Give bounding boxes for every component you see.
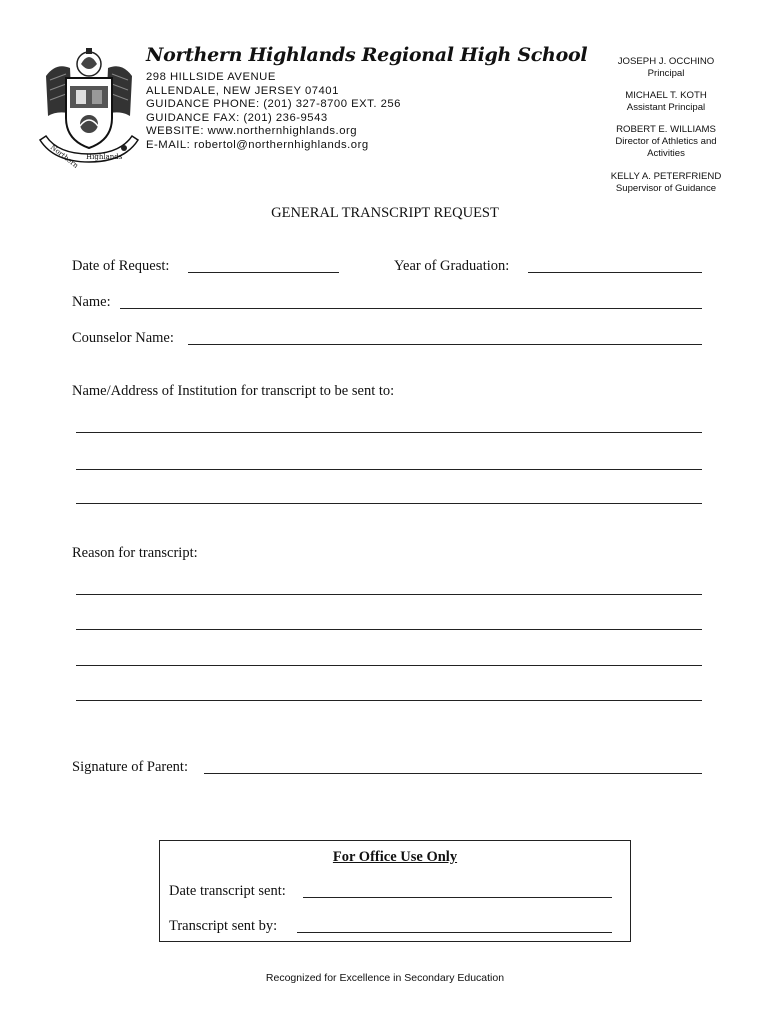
year-of-graduation-label: Year of Graduation: bbox=[394, 258, 510, 274]
website: WEBSITE: www.northernhighlands.org bbox=[146, 125, 358, 138]
staff-title: Assistant Principal bbox=[626, 102, 706, 113]
date-sent-field[interactable] bbox=[303, 897, 612, 898]
office-use-box bbox=[159, 840, 631, 942]
institution-label: Name/Address of Institution for transcript to be sent to: bbox=[72, 383, 395, 399]
staff-name: KELLY A. PETERFRIEND bbox=[610, 171, 722, 182]
institution-line-2[interactable] bbox=[76, 469, 702, 470]
seal-text-right: Highlands bbox=[86, 153, 123, 161]
staff-title: Director of Athletics and Activities bbox=[615, 136, 717, 159]
school-address bbox=[146, 71, 401, 153]
staff-title: Principal bbox=[647, 68, 685, 79]
date-of-request-field[interactable] bbox=[188, 272, 339, 273]
guidance-phone: GUIDANCE PHONE: (201) 327-8700 EXT. 256 bbox=[146, 98, 401, 111]
institution-line-1[interactable] bbox=[76, 432, 702, 433]
form-title: GENERAL TRANSCRIPT REQUEST bbox=[271, 205, 499, 221]
seal-text-left: Northern bbox=[48, 143, 80, 168]
address-street: 298 HILLSIDE AVENUE bbox=[146, 71, 276, 83]
sent-by-field[interactable] bbox=[297, 932, 612, 933]
reason-line-3[interactable] bbox=[76, 665, 702, 666]
staff-entry bbox=[578, 124, 754, 160]
guidance-fax: GUIDANCE FAX: (201) 236-9543 bbox=[146, 111, 328, 124]
signature-label: Signature of Parent: bbox=[72, 759, 188, 775]
year-of-graduation-field[interactable] bbox=[528, 272, 702, 273]
reason-line-4[interactable] bbox=[76, 700, 702, 701]
sent-by-label: Transcript sent by: bbox=[169, 918, 278, 934]
staff-name: ROBERT E. WILLIAMS bbox=[616, 124, 716, 135]
staff-list bbox=[578, 56, 754, 205]
school-name: Northern Highlands Regional High School bbox=[146, 44, 588, 66]
reason-line-2[interactable] bbox=[76, 629, 702, 630]
address-city: ALLENDALE, NEW JERSEY 07401 bbox=[146, 84, 339, 97]
staff-entry bbox=[578, 90, 754, 114]
date-of-request-label: Date of Request: bbox=[72, 258, 170, 274]
institution-line-3[interactable] bbox=[76, 503, 702, 504]
office-use-title: For Office Use Only bbox=[332, 849, 458, 865]
reason-label: Reason for transcript: bbox=[72, 545, 198, 561]
staff-name: JOSEPH J. OCCHINO bbox=[617, 56, 715, 67]
staff-title: Supervisor of Guidance bbox=[615, 183, 717, 194]
reason-line-1[interactable] bbox=[76, 594, 702, 595]
counselor-name-field[interactable] bbox=[188, 344, 702, 345]
counselor-name-label: Counselor Name: bbox=[72, 330, 174, 346]
email: E-MAIL: robertol@northernhighlands.org bbox=[146, 138, 369, 151]
staff-name: MICHAEL T. KOTH bbox=[625, 90, 707, 101]
school-seal bbox=[36, 44, 142, 168]
date-sent-label: Date transcript sent: bbox=[169, 883, 286, 899]
signature-field[interactable] bbox=[204, 773, 702, 774]
footer-text: Recognized for Excellence in Secondary Education bbox=[265, 972, 505, 984]
name-label: Name: bbox=[72, 294, 111, 310]
staff-entry bbox=[578, 56, 754, 80]
name-field[interactable] bbox=[120, 308, 702, 309]
staff-entry bbox=[578, 171, 754, 195]
